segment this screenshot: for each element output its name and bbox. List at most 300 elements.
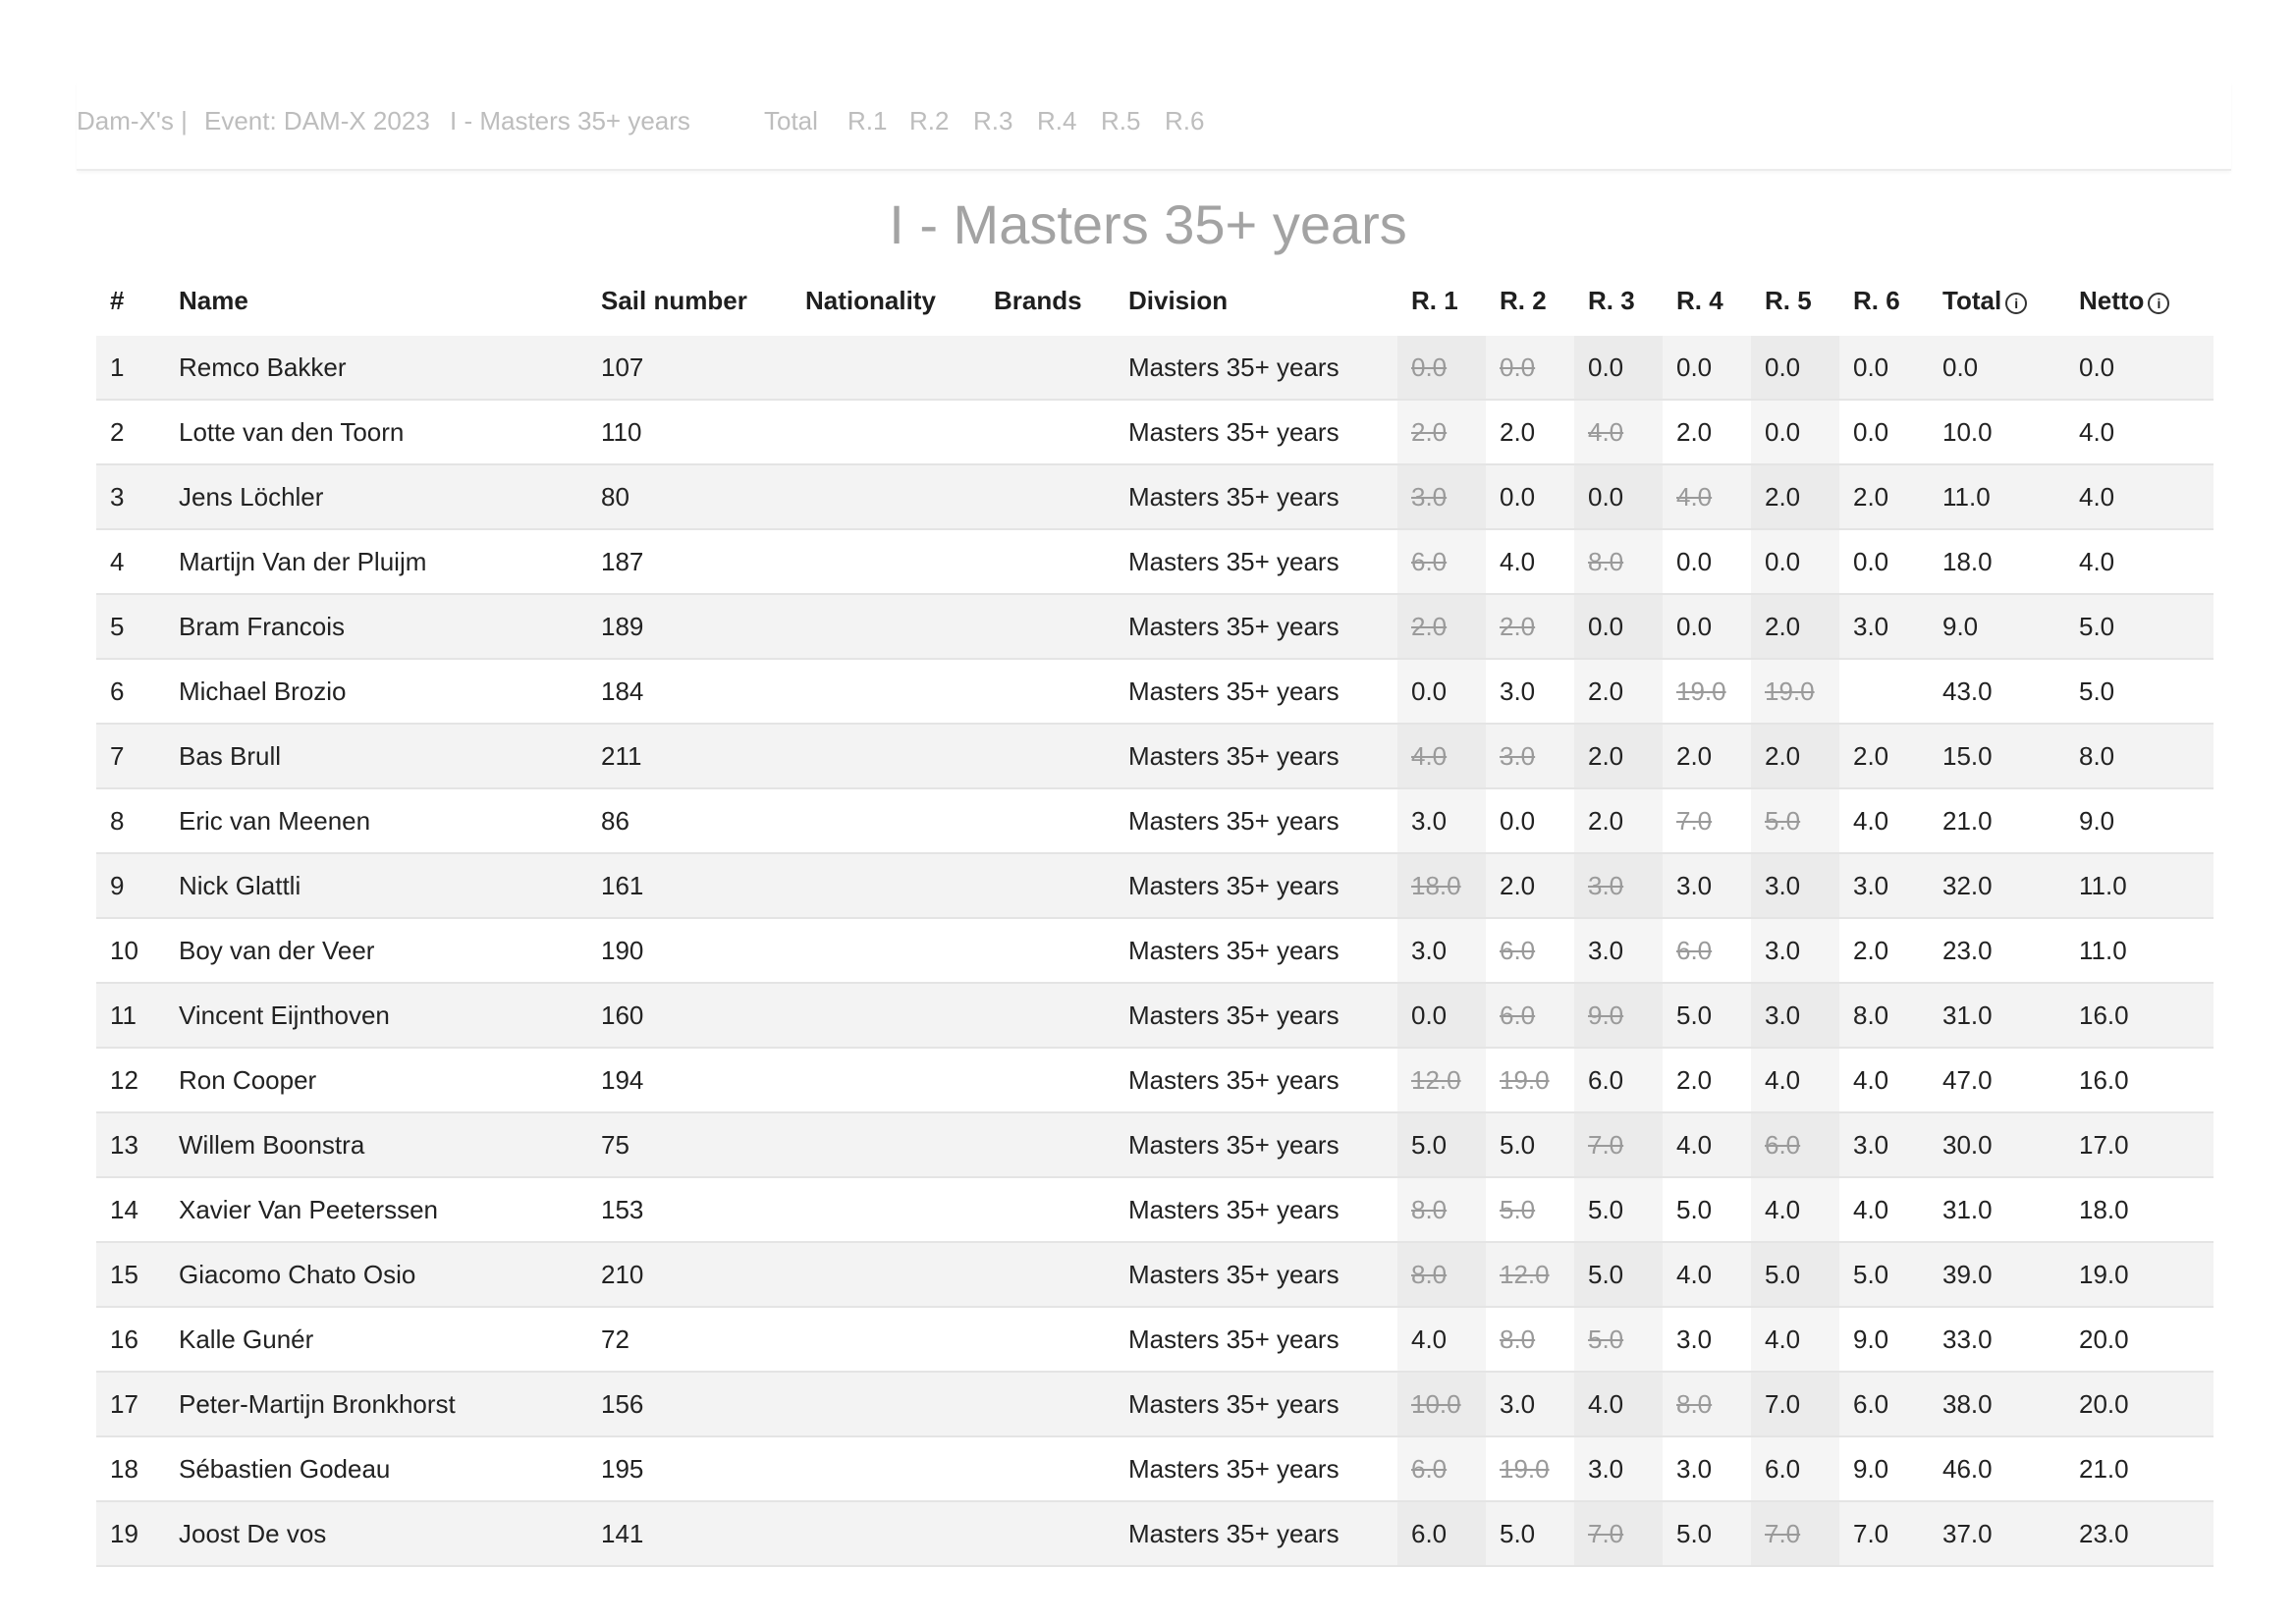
cell-division: Masters 35+ years (1115, 529, 1397, 594)
cell-r3: 3.0 (1574, 1436, 1663, 1501)
cell-r1: 0.0 (1397, 659, 1486, 724)
cell-division: Masters 35+ years (1115, 464, 1397, 529)
cell-r6: 3.0 (1839, 594, 1929, 659)
nav-link-total[interactable]: Total (764, 106, 818, 135)
cell-r5: 3.0 (1751, 918, 1839, 983)
cell-division: Masters 35+ years (1115, 1372, 1397, 1436)
cell-r1: 6.0 (1397, 529, 1486, 594)
cell-rank: 7 (96, 724, 165, 788)
cell-nationality (792, 659, 980, 724)
cell-r1: 6.0 (1397, 1501, 1486, 1566)
cell-total: 0.0 (1929, 336, 2065, 400)
cell-r5: 4.0 (1751, 1048, 1839, 1112)
cell-r3: 0.0 (1574, 594, 1663, 659)
table-row (96, 1501, 2214, 1566)
cell-r6: 4.0 (1839, 1177, 1929, 1242)
cell-name[interactable]: Eric van Meenen (165, 788, 587, 853)
cell-sail: 194 (587, 1048, 792, 1112)
cell-nationality (792, 724, 980, 788)
cell-r1: 6.0 (1397, 1436, 1486, 1501)
table-row (96, 464, 2214, 529)
cell-total: 31.0 (1929, 1177, 2065, 1242)
cell-r4: 6.0 (1663, 918, 1751, 983)
cell-name[interactable]: Martijn Van der Pluijm (165, 529, 587, 594)
cell-r2: 5.0 (1486, 1177, 1574, 1242)
table-header-row (96, 265, 2214, 336)
cell-netto: 0.0 (2065, 336, 2214, 400)
cell-r2: 3.0 (1486, 1372, 1574, 1436)
cell-r4: 3.0 (1663, 853, 1751, 918)
table-row (96, 1307, 2214, 1372)
cell-total: 23.0 (1929, 918, 2065, 983)
cell-r6: 5.0 (1839, 1242, 1929, 1307)
table-row (96, 853, 2214, 918)
cell-netto: 20.0 (2065, 1307, 2214, 1372)
cell-nationality (792, 1242, 980, 1307)
table-row (96, 594, 2214, 659)
cell-r4: 2.0 (1663, 1048, 1751, 1112)
cell-r5: 19.0 (1751, 659, 1839, 724)
cell-total: 10.0 (1929, 400, 2065, 464)
cell-r2: 2.0 (1486, 400, 1574, 464)
cell-sail: 184 (587, 659, 792, 724)
cell-r3: 9.0 (1574, 983, 1663, 1048)
cell-name[interactable]: Peter-Martijn Bronkhorst (165, 1372, 587, 1436)
col-header-netto[interactable] (2065, 265, 2214, 336)
cell-total: 37.0 (1929, 1501, 2065, 1566)
cell-brands (980, 788, 1115, 853)
cell-nationality (792, 853, 980, 918)
cell-total: 39.0 (1929, 1242, 2065, 1307)
cell-r5: 6.0 (1751, 1112, 1839, 1177)
cell-r4: 5.0 (1663, 1177, 1751, 1242)
cell-nationality (792, 1177, 980, 1242)
cell-r2: 2.0 (1486, 594, 1574, 659)
cell-sail: 190 (587, 918, 792, 983)
cell-netto: 4.0 (2065, 529, 2214, 594)
cell-brands (980, 1112, 1115, 1177)
cell-r4: 4.0 (1663, 1242, 1751, 1307)
cell-netto: 5.0 (2065, 594, 2214, 659)
cell-r4: 7.0 (1663, 788, 1751, 853)
cell-netto: 16.0 (2065, 983, 2214, 1048)
table-row (96, 1048, 2214, 1112)
cell-nationality (792, 400, 980, 464)
cell-r5: 0.0 (1751, 400, 1839, 464)
cell-sail: 80 (587, 464, 792, 529)
cell-r3: 7.0 (1574, 1501, 1663, 1566)
cell-rank: 2 (96, 400, 165, 464)
cell-r2: 6.0 (1486, 918, 1574, 983)
cell-name[interactable]: Willem Boonstra (165, 1112, 587, 1177)
nav-link-r3[interactable]: R.3 (973, 106, 1013, 135)
cell-brands (980, 529, 1115, 594)
cell-r1: 3.0 (1397, 918, 1486, 983)
cell-division: Masters 35+ years (1115, 1307, 1397, 1372)
cell-r4: 19.0 (1663, 659, 1751, 724)
cell-name[interactable]: Michael Brozio (165, 659, 587, 724)
cell-r6: 4.0 (1839, 788, 1929, 853)
nav-link-r6[interactable]: R.6 (1165, 106, 1205, 135)
col-header-r2[interactable]: R. 2 (1500, 285, 1547, 315)
cell-sail: 153 (587, 1177, 792, 1242)
cell-brands (980, 1177, 1115, 1242)
cell-r2: 2.0 (1486, 853, 1574, 918)
top-navigation (77, 82, 2231, 171)
cell-rank: 16 (96, 1307, 165, 1372)
cell-r5: 3.0 (1751, 853, 1839, 918)
cell-r2: 8.0 (1486, 1307, 1574, 1372)
cell-division: Masters 35+ years (1115, 983, 1397, 1048)
cell-r3: 2.0 (1574, 788, 1663, 853)
cell-r6: 2.0 (1839, 918, 1929, 983)
cell-total: 9.0 (1929, 594, 2065, 659)
cell-brands (980, 1242, 1115, 1307)
cell-r6: 9.0 (1839, 1436, 1929, 1501)
cell-r1: 5.0 (1397, 1112, 1486, 1177)
cell-r1: 4.0 (1397, 1307, 1486, 1372)
table-row (96, 529, 2214, 594)
results-table (96, 265, 2214, 1567)
cell-name[interactable]: Jens Löchler (165, 464, 587, 529)
cell-r1: 2.0 (1397, 594, 1486, 659)
cell-nationality (792, 529, 980, 594)
cell-sail: 107 (587, 336, 792, 400)
cell-brands (980, 1436, 1115, 1501)
cell-nationality (792, 983, 980, 1048)
cell-name[interactable]: Ron Cooper (165, 1048, 587, 1112)
cell-netto: 20.0 (2065, 1372, 2214, 1436)
cell-r1: 3.0 (1397, 464, 1486, 529)
cell-brands (980, 400, 1115, 464)
category-link[interactable]: I - Masters 35+ years (450, 106, 690, 135)
cell-brands (980, 853, 1115, 918)
cell-division: Masters 35+ years (1115, 659, 1397, 724)
cell-r6: 0.0 (1839, 336, 1929, 400)
cell-r2: 0.0 (1486, 336, 1574, 400)
col-header-r3[interactable]: R. 3 (1588, 285, 1635, 315)
cell-r5: 6.0 (1751, 1436, 1839, 1501)
cell-name[interactable]: Bas Brull (165, 724, 587, 788)
cell-brands (980, 659, 1115, 724)
cell-sail: 141 (587, 1501, 792, 1566)
cell-rank: 11 (96, 983, 165, 1048)
cell-total: 38.0 (1929, 1372, 2065, 1436)
col-header-nationality[interactable]: Nationality (805, 285, 936, 315)
cell-brands (980, 1307, 1115, 1372)
cell-sail: 156 (587, 1372, 792, 1436)
col-header-division[interactable]: Division (1128, 285, 1229, 315)
cell-nationality (792, 1048, 980, 1112)
cell-rank: 4 (96, 529, 165, 594)
cell-netto: 18.0 (2065, 1177, 2214, 1242)
col-header-r6[interactable]: R. 6 (1853, 285, 1900, 315)
cell-netto: 9.0 (2065, 788, 2214, 853)
cell-netto: 11.0 (2065, 853, 2214, 918)
cell-total: 18.0 (1929, 529, 2065, 594)
col-header-total-label: Total (1942, 285, 2002, 315)
cell-r6: 7.0 (1839, 1501, 1929, 1566)
cell-sail: 187 (587, 529, 792, 594)
cell-brands (980, 918, 1115, 983)
cell-r5: 2.0 (1751, 724, 1839, 788)
cell-name[interactable]: Nick Glattli (165, 853, 587, 918)
cell-total: 15.0 (1929, 724, 2065, 788)
cell-nationality (792, 918, 980, 983)
col-header-netto-label: Netto (2079, 285, 2145, 315)
cell-division: Masters 35+ years (1115, 1048, 1397, 1112)
cell-sail: 75 (587, 1112, 792, 1177)
cell-r3: 0.0 (1574, 336, 1663, 400)
cell-name[interactable]: Lotte van den Toorn (165, 400, 587, 464)
cell-sail: 161 (587, 853, 792, 918)
cell-division: Masters 35+ years (1115, 1177, 1397, 1242)
cell-r2: 3.0 (1486, 724, 1574, 788)
cell-r2: 6.0 (1486, 983, 1574, 1048)
col-header-r1[interactable]: R. 1 (1411, 285, 1458, 315)
cell-rank: 3 (96, 464, 165, 529)
col-header-rank[interactable]: # (110, 285, 125, 315)
cell-name[interactable]: Vincent Eijnthoven (165, 983, 587, 1048)
cell-sail: 210 (587, 1242, 792, 1307)
cell-r4: 5.0 (1663, 1501, 1751, 1566)
table-row (96, 983, 2214, 1048)
cell-rank: 10 (96, 918, 165, 983)
cell-r3: 4.0 (1574, 400, 1663, 464)
cell-r2: 0.0 (1486, 464, 1574, 529)
nav-link-r1[interactable]: R.1 (847, 106, 888, 135)
table-row (96, 1372, 2214, 1436)
cell-name[interactable]: Xavier Van Peeterssen (165, 1177, 587, 1242)
cell-name[interactable]: Kalle Gunér (165, 1307, 587, 1372)
cell-rank: 12 (96, 1048, 165, 1112)
cell-r4: 3.0 (1663, 1436, 1751, 1501)
nav-link-r4[interactable]: R.4 (1037, 106, 1077, 135)
cell-name[interactable]: Joost De vos (165, 1501, 587, 1566)
cell-r4: 5.0 (1663, 983, 1751, 1048)
cell-r1: 18.0 (1397, 853, 1486, 918)
cell-netto: 21.0 (2065, 1436, 2214, 1501)
cell-name[interactable]: Giacomo Chato Osio (165, 1242, 587, 1307)
cell-nationality (792, 1307, 980, 1372)
cell-brands (980, 464, 1115, 529)
table-row (96, 659, 2214, 724)
table-row (96, 724, 2214, 788)
cell-r4: 4.0 (1663, 1112, 1751, 1177)
cell-netto: 16.0 (2065, 1048, 2214, 1112)
cell-total: 47.0 (1929, 1048, 2065, 1112)
cell-total: 30.0 (1929, 1112, 2065, 1177)
cell-r5: 2.0 (1751, 464, 1839, 529)
cell-r6: 8.0 (1839, 983, 1929, 1048)
cell-division: Masters 35+ years (1115, 724, 1397, 788)
nav-link-r2[interactable]: R.2 (909, 106, 950, 135)
cell-brands (980, 594, 1115, 659)
cell-total: 11.0 (1929, 464, 2065, 529)
cell-nationality (792, 594, 980, 659)
cell-netto: 8.0 (2065, 724, 2214, 788)
cell-r1: 8.0 (1397, 1177, 1486, 1242)
cell-r3: 3.0 (1574, 853, 1663, 918)
col-header-total[interactable] (1929, 265, 2065, 336)
cell-sail: 189 (587, 594, 792, 659)
cell-netto: 4.0 (2065, 464, 2214, 529)
cell-division: Masters 35+ years (1115, 918, 1397, 983)
cell-r5: 7.0 (1751, 1501, 1839, 1566)
cell-nationality (792, 1372, 980, 1436)
cell-r3: 4.0 (1574, 1372, 1663, 1436)
cell-sail: 211 (587, 724, 792, 788)
cell-r5: 0.0 (1751, 336, 1839, 400)
cell-r1: 8.0 (1397, 1242, 1486, 1307)
cell-name[interactable]: Boy van der Veer (165, 918, 587, 983)
cell-division: Masters 35+ years (1115, 1112, 1397, 1177)
cell-r4: 2.0 (1663, 724, 1751, 788)
cell-rank: 8 (96, 788, 165, 853)
cell-rank: 18 (96, 1436, 165, 1501)
cell-r6: 3.0 (1839, 853, 1929, 918)
table-row (96, 336, 2214, 400)
cell-r6: 6.0 (1839, 1372, 1929, 1436)
cell-netto: 23.0 (2065, 1501, 2214, 1566)
cell-total: 21.0 (1929, 788, 2065, 853)
cell-r2: 0.0 (1486, 788, 1574, 853)
cell-netto: 5.0 (2065, 659, 2214, 724)
cell-r1: 12.0 (1397, 1048, 1486, 1112)
cell-r3: 7.0 (1574, 1112, 1663, 1177)
cell-brands (980, 983, 1115, 1048)
cell-r1: 0.0 (1397, 336, 1486, 400)
cell-division: Masters 35+ years (1115, 336, 1397, 400)
cell-nationality (792, 336, 980, 400)
info-circle-icon[interactable]: i (2005, 293, 2027, 314)
cell-total: 31.0 (1929, 983, 2065, 1048)
cell-division: Masters 35+ years (1115, 400, 1397, 464)
cell-name[interactable]: Remco Bakker (165, 336, 587, 400)
cell-division: Masters 35+ years (1115, 1436, 1397, 1501)
cell-r5: 0.0 (1751, 529, 1839, 594)
cell-sail: 160 (587, 983, 792, 1048)
cell-brands (980, 724, 1115, 788)
col-header-r5[interactable]: R. 5 (1765, 285, 1812, 315)
cell-brands (980, 1372, 1115, 1436)
cell-sail: 195 (587, 1436, 792, 1501)
cell-r5: 2.0 (1751, 594, 1839, 659)
cell-r3: 5.0 (1574, 1307, 1663, 1372)
cell-r6: 2.0 (1839, 724, 1929, 788)
cell-r4: 0.0 (1663, 594, 1751, 659)
cell-brands (980, 336, 1115, 400)
cell-r4: 0.0 (1663, 336, 1751, 400)
cell-r3: 0.0 (1574, 464, 1663, 529)
cell-r1: 2.0 (1397, 400, 1486, 464)
cell-r1: 0.0 (1397, 983, 1486, 1048)
cell-name[interactable]: Sébastien Godeau (165, 1436, 587, 1501)
table-row (96, 788, 2214, 853)
cell-r3: 5.0 (1574, 1242, 1663, 1307)
cell-r6: 3.0 (1839, 1112, 1929, 1177)
cell-r1: 10.0 (1397, 1372, 1486, 1436)
col-header-brands[interactable]: Brands (994, 285, 1082, 315)
cell-r2: 19.0 (1486, 1048, 1574, 1112)
cell-r3: 2.0 (1574, 724, 1663, 788)
cell-r2: 3.0 (1486, 659, 1574, 724)
cell-r5: 3.0 (1751, 983, 1839, 1048)
cell-r2: 19.0 (1486, 1436, 1574, 1501)
cell-total: 46.0 (1929, 1436, 2065, 1501)
cell-sail: 86 (587, 788, 792, 853)
brand-link[interactable]: Dam-X's | (77, 106, 188, 135)
cell-rank: 13 (96, 1112, 165, 1177)
col-header-name[interactable]: Name (179, 285, 248, 315)
cell-netto: 4.0 (2065, 400, 2214, 464)
page-title: I - Masters 35+ years (889, 193, 1407, 255)
cell-nationality (792, 464, 980, 529)
cell-r5: 7.0 (1751, 1372, 1839, 1436)
cell-netto: 19.0 (2065, 1242, 2214, 1307)
info-circle-icon[interactable]: i (2148, 293, 2169, 314)
cell-r3: 6.0 (1574, 1048, 1663, 1112)
cell-division: Masters 35+ years (1115, 594, 1397, 659)
cell-r4: 3.0 (1663, 1307, 1751, 1372)
cell-r2: 5.0 (1486, 1501, 1574, 1566)
cell-division: Masters 35+ years (1115, 1501, 1397, 1566)
cell-netto: 17.0 (2065, 1112, 2214, 1177)
cell-r5: 4.0 (1751, 1177, 1839, 1242)
cell-r5: 5.0 (1751, 788, 1839, 853)
table-row (96, 1436, 2214, 1501)
cell-r6: 0.0 (1839, 529, 1929, 594)
cell-nationality (792, 1501, 980, 1566)
cell-r4: 2.0 (1663, 400, 1751, 464)
cell-rank: 19 (96, 1501, 165, 1566)
cell-rank: 17 (96, 1372, 165, 1436)
cell-rank: 5 (96, 594, 165, 659)
cell-brands (980, 1048, 1115, 1112)
cell-r4: 0.0 (1663, 529, 1751, 594)
cell-r3: 8.0 (1574, 529, 1663, 594)
table-row (96, 400, 2214, 464)
col-header-sail[interactable]: Sail number (601, 285, 747, 315)
cell-division: Masters 35+ years (1115, 1242, 1397, 1307)
cell-brands (980, 1501, 1115, 1566)
cell-r6: 0.0 (1839, 400, 1929, 464)
cell-name[interactable]: Bram Francois (165, 594, 587, 659)
cell-total: 32.0 (1929, 853, 2065, 918)
cell-r5: 5.0 (1751, 1242, 1839, 1307)
cell-sail: 72 (587, 1307, 792, 1372)
cell-r4: 8.0 (1663, 1372, 1751, 1436)
cell-r5: 4.0 (1751, 1307, 1839, 1372)
cell-rank: 6 (96, 659, 165, 724)
cell-rank: 9 (96, 853, 165, 918)
nav-link-r5[interactable]: R.5 (1101, 106, 1141, 135)
col-header-r4[interactable]: R. 4 (1676, 285, 1723, 315)
cell-r6: 2.0 (1839, 464, 1929, 529)
cell-r6: 4.0 (1839, 1048, 1929, 1112)
cell-netto: 11.0 (2065, 918, 2214, 983)
table-row (96, 1177, 2214, 1242)
event-link[interactable]: Event: DAM-X 2023 (204, 106, 430, 135)
cell-division: Masters 35+ years (1115, 788, 1397, 853)
cell-r1: 4.0 (1397, 724, 1486, 788)
cell-r3: 2.0 (1574, 659, 1663, 724)
cell-r6: 9.0 (1839, 1307, 1929, 1372)
cell-r3: 3.0 (1574, 918, 1663, 983)
cell-r6 (1839, 659, 1929, 724)
cell-r4: 4.0 (1663, 464, 1751, 529)
cell-rank: 15 (96, 1242, 165, 1307)
